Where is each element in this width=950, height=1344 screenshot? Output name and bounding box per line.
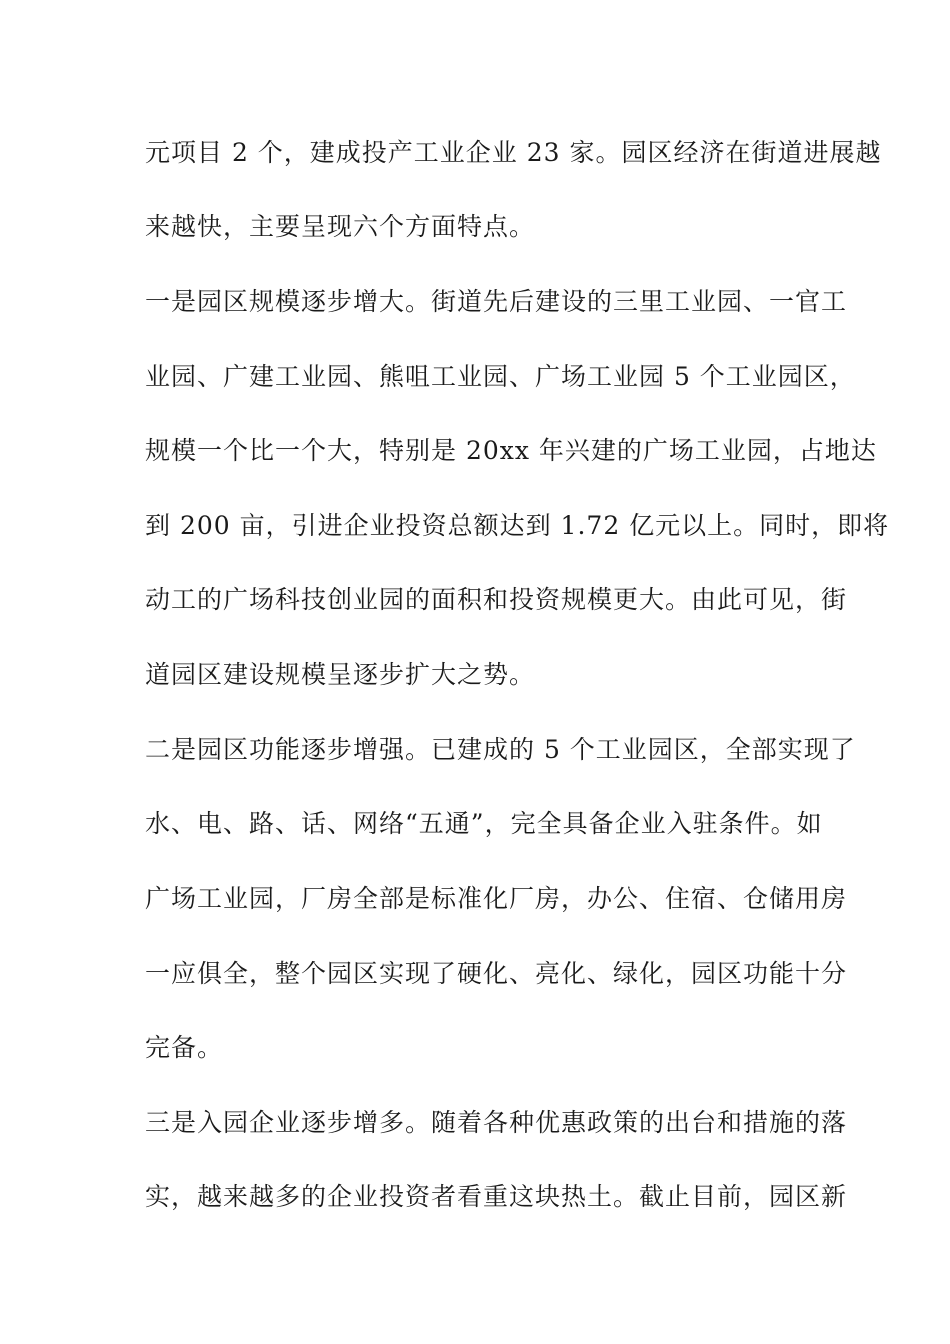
text-line: 三是入园企业逐步增多。随着各种优惠政策的出台和措施的落 (145, 1108, 848, 1137)
text-line: 一应俱全，整个园区实现了硬化、亮化、绿化，园区功能十分 (145, 959, 848, 988)
text-line: 完备。 (145, 1033, 224, 1062)
text-line: 业园、广建工业园、熊咀工业园、广场工业园 5 个工业园区， (145, 362, 856, 391)
text-line: 动工的广场科技创业园的面积和投资规模更大。由此可见，街 (145, 585, 848, 614)
text-line: 实，越来越多的企业投资者看重这块热土。截止目前，园区新 (145, 1182, 848, 1211)
text-line: 水、电、路、话、网络“五通”，完全具备企业入驻条件。如 (145, 809, 823, 838)
text-line: 来越快，主要呈现六个方面特点。 (145, 212, 536, 241)
text-line: 规模一个比一个大，特别是 20xx 年兴建的广场工业园，占地达 (145, 436, 877, 465)
text-line: 道园区建设规模呈逐步扩大之势。 (145, 660, 536, 689)
text-line: 元项目 2 个，建成投产工业企业 23 家。园区经济在街道进展越 (145, 138, 882, 167)
text-line: 二是园区功能逐步增强。已建成的 5 个工业园区，全部实现了 (145, 735, 856, 764)
text-line: 到 200 亩，引进企业投资总额达到 1.72 亿元以上。同时，即将 (145, 511, 890, 540)
text-line: 广场工业园，厂房全部是标准化厂房，办公、住宿、仓储用房 (145, 884, 848, 913)
text-line: 一是园区规模逐步增大。街道先后建设的三里工业园、一官工 (145, 287, 848, 316)
